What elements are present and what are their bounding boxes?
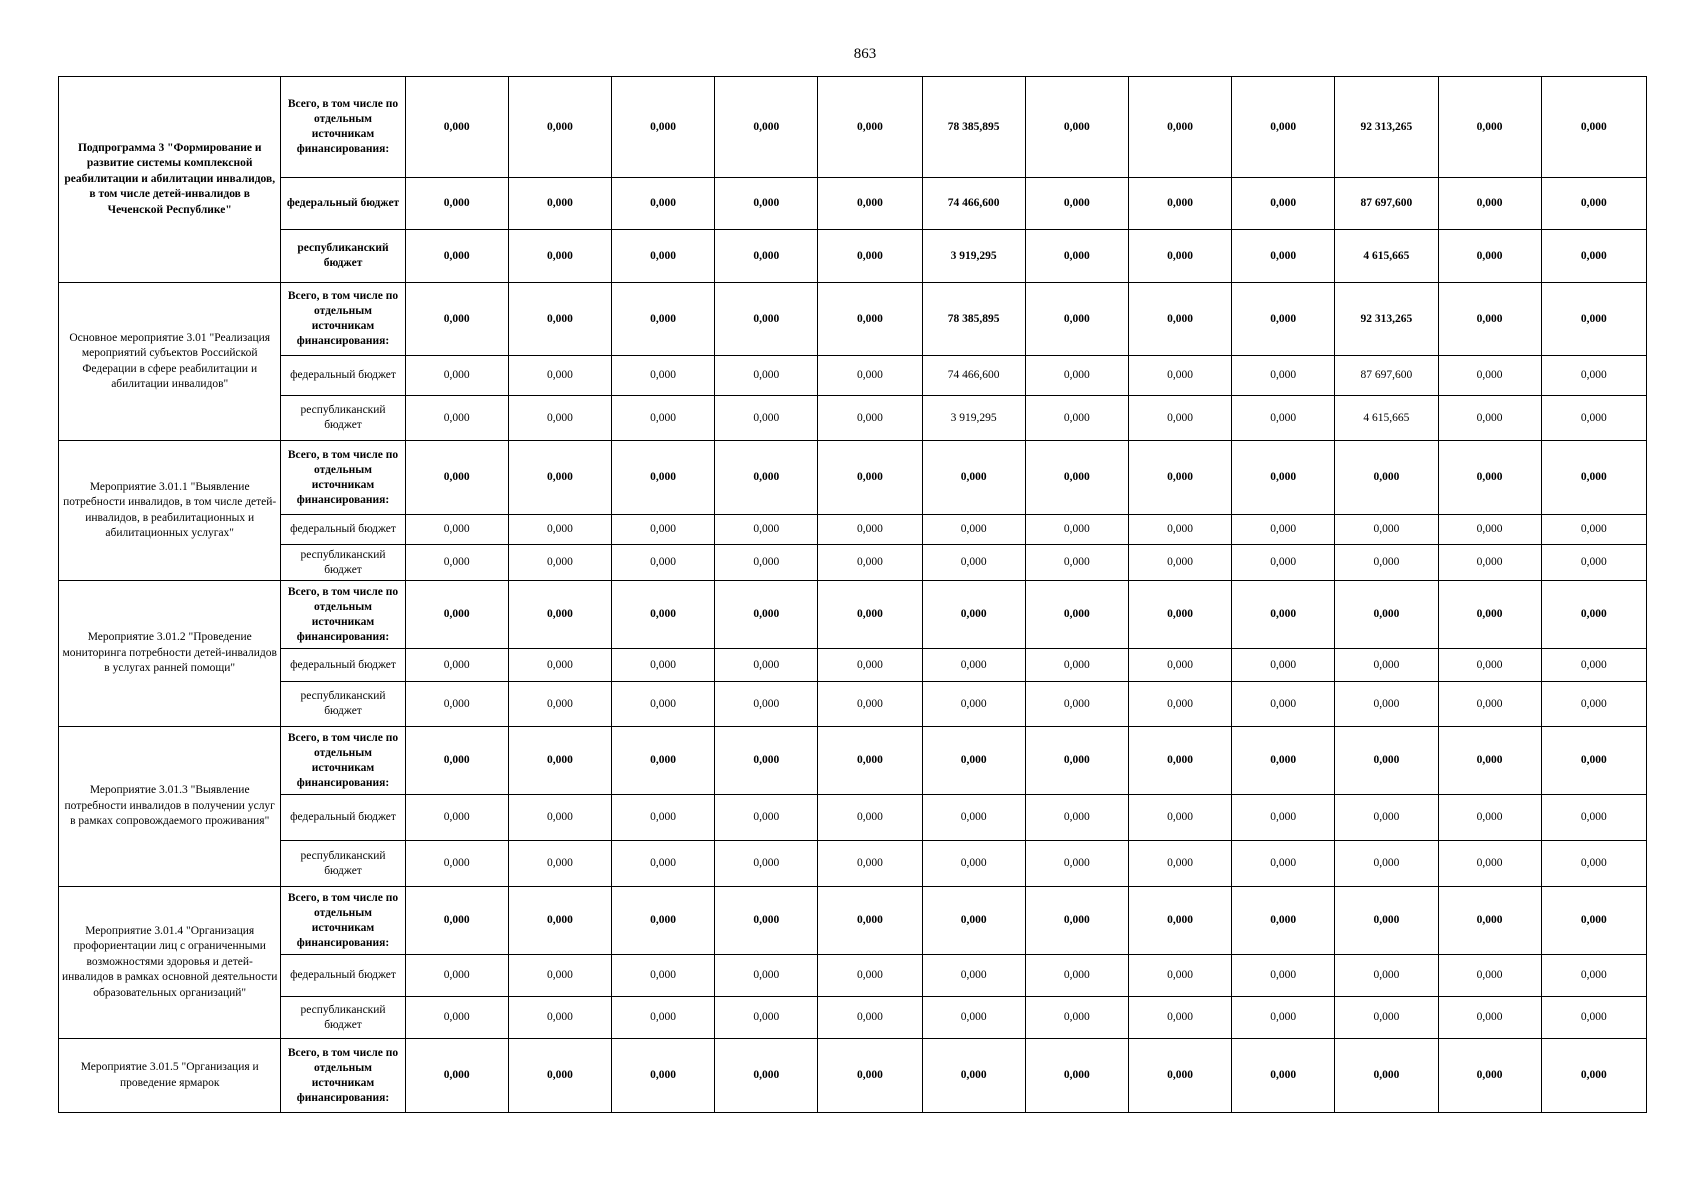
amount-cell: 0,000	[1025, 230, 1128, 283]
amount-cell: 0,000	[1128, 545, 1231, 581]
amount-cell: 0,000	[508, 441, 611, 515]
table-row	[59, 545, 1647, 581]
amount-cell: 0,000	[1438, 178, 1541, 230]
program-name-cell: Подпрограмма 3 "Формирование и развитие системы комплексной реабилитации и абилитации инвалидов, в том числе детей-инвалидов в Чеченской Республике"	[59, 77, 281, 283]
amount-cell: 0,000	[1335, 887, 1438, 955]
amount-cell: 0,000	[715, 77, 818, 178]
amount-cell: 0,000	[612, 955, 715, 997]
amount-cell: 0,000	[508, 283, 611, 356]
amount-cell: 0,000	[405, 727, 508, 795]
amount-cell: 0,000	[1438, 396, 1541, 441]
amount-cell: 0,000	[612, 283, 715, 356]
amount-cell: 0,000	[1541, 841, 1646, 887]
amount-cell: 0,000	[1335, 727, 1438, 795]
amount-cell: 0,000	[405, 515, 508, 545]
amount-cell: 0,000	[508, 997, 611, 1039]
amount-cell: 0,000	[1128, 441, 1231, 515]
amount-cell: 0,000	[1541, 727, 1646, 795]
program-name-cell: Мероприятие 3.01.1 "Выявление потребности инвалидов, в том числе детей-инвалидов, в реабилитационных и абилитационных услугах"	[59, 441, 281, 581]
amount-cell: 0,000	[715, 230, 818, 283]
amount-cell: 0,000	[715, 649, 818, 682]
amount-cell: 0,000	[1438, 581, 1541, 649]
amount-cell: 0,000	[612, 997, 715, 1039]
amount-cell: 0,000	[1541, 283, 1646, 356]
amount-cell: 0,000	[1232, 649, 1335, 682]
amount-cell: 0,000	[1025, 841, 1128, 887]
amount-cell: 0,000	[1438, 77, 1541, 178]
amount-cell: 0,000	[1541, 178, 1646, 230]
table-row	[59, 441, 1647, 515]
amount-cell: 0,000	[922, 955, 1025, 997]
amount-cell: 0,000	[612, 77, 715, 178]
amount-cell: 0,000	[405, 795, 508, 841]
amount-cell: 0,000	[612, 441, 715, 515]
funding-source-cell: Всего, в том числе по отдельным источникам финансирования:	[281, 77, 405, 178]
amount-cell: 0,000	[1438, 841, 1541, 887]
amount-cell: 0,000	[1128, 795, 1231, 841]
table-row	[59, 649, 1647, 682]
amount-cell: 0,000	[1335, 441, 1438, 515]
program-name-cell: Мероприятие 3.01.4 "Организация профориентации лиц с ограниченными возможностями здоровья и детей-инвалидов в рамках основной деятельности образовательных организаций"	[59, 887, 281, 1039]
amount-cell: 0,000	[1128, 581, 1231, 649]
amount-cell: 0,000	[715, 581, 818, 649]
amount-cell: 0,000	[1232, 178, 1335, 230]
amount-cell: 0,000	[1232, 441, 1335, 515]
table-row	[59, 887, 1647, 955]
amount-cell: 0,000	[405, 1039, 508, 1113]
funding-source-cell: федеральный бюджет	[281, 795, 405, 841]
amount-cell: 0,000	[1438, 727, 1541, 795]
amount-cell: 0,000	[1335, 581, 1438, 649]
amount-cell: 0,000	[612, 795, 715, 841]
amount-cell: 0,000	[405, 581, 508, 649]
program-name-cell: Мероприятие 3.01.2 "Проведение мониторинга потребности детей-инвалидов в услугах ранней помощи"	[59, 581, 281, 727]
amount-cell: 0,000	[1128, 682, 1231, 727]
amount-cell: 0,000	[1025, 515, 1128, 545]
amount-cell: 0,000	[1025, 77, 1128, 178]
amount-cell: 0,000	[405, 230, 508, 283]
amount-cell: 0,000	[1438, 283, 1541, 356]
amount-cell: 0,000	[405, 545, 508, 581]
amount-cell: 87 697,600	[1335, 178, 1438, 230]
amount-cell: 0,000	[612, 841, 715, 887]
amount-cell: 0,000	[1025, 545, 1128, 581]
amount-cell: 0,000	[922, 1039, 1025, 1113]
funding-source-cell: Всего, в том числе по отдельным источникам финансирования:	[281, 441, 405, 515]
amount-cell: 0,000	[1128, 997, 1231, 1039]
amount-cell: 0,000	[1438, 1039, 1541, 1113]
amount-cell: 0,000	[508, 515, 611, 545]
amount-cell: 0,000	[818, 396, 922, 441]
amount-cell: 0,000	[818, 1039, 922, 1113]
amount-cell: 0,000	[715, 841, 818, 887]
amount-cell: 0,000	[612, 887, 715, 955]
amount-cell: 0,000	[508, 682, 611, 727]
amount-cell: 0,000	[1232, 515, 1335, 545]
amount-cell: 0,000	[508, 356, 611, 396]
program-name-cell: Мероприятие 3.01.3 "Выявление потребности инвалидов в получении услуг в рамках сопровождаемого проживания"	[59, 727, 281, 887]
amount-cell: 0,000	[1335, 1039, 1438, 1113]
amount-cell: 0,000	[1232, 887, 1335, 955]
funding-source-cell: республиканский бюджет	[281, 230, 405, 283]
table-row	[59, 178, 1647, 230]
amount-cell: 0,000	[1025, 1039, 1128, 1113]
table-body	[59, 77, 1647, 1113]
amount-cell: 0,000	[1541, 77, 1646, 178]
amount-cell: 0,000	[612, 515, 715, 545]
amount-cell: 0,000	[715, 396, 818, 441]
amount-cell: 0,000	[715, 887, 818, 955]
amount-cell: 74 466,600	[922, 178, 1025, 230]
table-row	[59, 997, 1647, 1039]
amount-cell: 0,000	[1025, 283, 1128, 356]
amount-cell: 0,000	[508, 727, 611, 795]
amount-cell: 0,000	[922, 515, 1025, 545]
amount-cell: 0,000	[405, 356, 508, 396]
amount-cell: 0,000	[1232, 77, 1335, 178]
amount-cell: 0,000	[1128, 178, 1231, 230]
amount-cell: 0,000	[1025, 356, 1128, 396]
amount-cell: 0,000	[818, 441, 922, 515]
table-row	[59, 356, 1647, 396]
budget-table	[58, 76, 1647, 1113]
amount-cell: 0,000	[922, 997, 1025, 1039]
amount-cell: 0,000	[1541, 441, 1646, 515]
program-name-cell: Мероприятие 3.01.5 "Организация и проведение ярмарок	[59, 1039, 281, 1113]
amount-cell: 92 313,265	[1335, 77, 1438, 178]
amount-cell: 0,000	[508, 178, 611, 230]
amount-cell: 0,000	[1438, 441, 1541, 515]
amount-cell: 0,000	[1438, 682, 1541, 727]
amount-cell: 0,000	[1025, 727, 1128, 795]
funding-source-cell: федеральный бюджет	[281, 178, 405, 230]
amount-cell: 0,000	[405, 682, 508, 727]
amount-cell: 92 313,265	[1335, 283, 1438, 356]
amount-cell: 0,000	[818, 887, 922, 955]
amount-cell: 0,000	[1128, 727, 1231, 795]
amount-cell: 0,000	[1438, 515, 1541, 545]
amount-cell: 0,000	[1438, 230, 1541, 283]
funding-source-cell: республиканский бюджет	[281, 682, 405, 727]
amount-cell: 0,000	[508, 649, 611, 682]
amount-cell: 0,000	[715, 1039, 818, 1113]
amount-cell: 0,000	[818, 727, 922, 795]
amount-cell: 0,000	[1541, 795, 1646, 841]
amount-cell: 0,000	[1438, 795, 1541, 841]
amount-cell: 0,000	[1541, 396, 1646, 441]
amount-cell: 0,000	[1232, 727, 1335, 795]
funding-source-cell: федеральный бюджет	[281, 955, 405, 997]
amount-cell: 0,000	[1232, 955, 1335, 997]
table-row	[59, 515, 1647, 545]
amount-cell: 0,000	[508, 581, 611, 649]
funding-source-cell: республиканский бюджет	[281, 841, 405, 887]
amount-cell: 0,000	[1128, 955, 1231, 997]
funding-source-cell: Всего, в том числе по отдельным источникам финансирования:	[281, 283, 405, 356]
amount-cell: 0,000	[405, 441, 508, 515]
amount-cell: 0,000	[1541, 515, 1646, 545]
amount-cell: 0,000	[1232, 230, 1335, 283]
amount-cell: 0,000	[1541, 230, 1646, 283]
amount-cell: 74 466,600	[922, 356, 1025, 396]
amount-cell: 0,000	[922, 727, 1025, 795]
table-row	[59, 727, 1647, 795]
table-row	[59, 1039, 1647, 1113]
amount-cell: 0,000	[922, 795, 1025, 841]
table-row	[59, 77, 1647, 178]
amount-cell: 0,000	[1128, 1039, 1231, 1113]
amount-cell: 0,000	[1541, 649, 1646, 682]
amount-cell: 0,000	[818, 955, 922, 997]
amount-cell: 0,000	[1232, 997, 1335, 1039]
amount-cell: 0,000	[1128, 356, 1231, 396]
amount-cell: 0,000	[818, 649, 922, 682]
amount-cell: 0,000	[1335, 682, 1438, 727]
amount-cell: 0,000	[1232, 283, 1335, 356]
amount-cell: 0,000	[1541, 356, 1646, 396]
amount-cell: 0,000	[1025, 795, 1128, 841]
amount-cell: 0,000	[1335, 997, 1438, 1039]
funding-source-cell: федеральный бюджет	[281, 515, 405, 545]
amount-cell: 0,000	[818, 178, 922, 230]
amount-cell: 78 385,895	[922, 283, 1025, 356]
amount-cell: 0,000	[715, 441, 818, 515]
table-row	[59, 230, 1647, 283]
funding-source-cell: Всего, в том числе по отдельным источникам финансирования:	[281, 1039, 405, 1113]
amount-cell: 0,000	[818, 545, 922, 581]
amount-cell: 0,000	[1128, 230, 1231, 283]
amount-cell: 0,000	[715, 356, 818, 396]
page-number: 863	[853, 46, 877, 62]
amount-cell: 0,000	[1025, 441, 1128, 515]
amount-cell: 0,000	[612, 356, 715, 396]
amount-cell: 0,000	[922, 581, 1025, 649]
amount-cell: 0,000	[818, 682, 922, 727]
amount-cell: 0,000	[508, 230, 611, 283]
amount-cell: 0,000	[818, 283, 922, 356]
amount-cell: 0,000	[922, 545, 1025, 581]
amount-cell: 0,000	[922, 887, 1025, 955]
amount-cell: 3 919,295	[922, 230, 1025, 283]
amount-cell: 0,000	[715, 283, 818, 356]
amount-cell: 0,000	[612, 545, 715, 581]
amount-cell: 0,000	[508, 795, 611, 841]
amount-cell: 0,000	[1438, 545, 1541, 581]
amount-cell: 0,000	[508, 545, 611, 581]
amount-cell: 0,000	[818, 515, 922, 545]
amount-cell: 0,000	[922, 649, 1025, 682]
amount-cell: 0,000	[1232, 1039, 1335, 1113]
amount-cell: 0,000	[1541, 997, 1646, 1039]
amount-cell: 0,000	[922, 841, 1025, 887]
amount-cell: 0,000	[612, 581, 715, 649]
amount-cell: 0,000	[508, 841, 611, 887]
amount-cell: 3 919,295	[922, 396, 1025, 441]
table-row	[59, 841, 1647, 887]
amount-cell: 0,000	[818, 230, 922, 283]
amount-cell: 0,000	[1541, 1039, 1646, 1113]
amount-cell: 0,000	[405, 396, 508, 441]
amount-cell: 0,000	[405, 955, 508, 997]
table-row	[59, 682, 1647, 727]
amount-cell: 0,000	[1335, 955, 1438, 997]
amount-cell: 4 615,665	[1335, 396, 1438, 441]
table-row	[59, 955, 1647, 997]
amount-cell: 0,000	[1128, 841, 1231, 887]
amount-cell: 0,000	[1438, 887, 1541, 955]
amount-cell: 0,000	[405, 841, 508, 887]
amount-cell: 0,000	[1025, 682, 1128, 727]
funding-source-cell: республиканский бюджет	[281, 545, 405, 581]
amount-cell: 0,000	[1128, 396, 1231, 441]
amount-cell: 0,000	[1541, 682, 1646, 727]
amount-cell: 0,000	[1541, 581, 1646, 649]
amount-cell: 0,000	[818, 997, 922, 1039]
amount-cell: 0,000	[1025, 581, 1128, 649]
amount-cell: 0,000	[818, 77, 922, 178]
amount-cell: 0,000	[405, 77, 508, 178]
amount-cell: 0,000	[508, 396, 611, 441]
amount-cell: 0,000	[818, 841, 922, 887]
amount-cell: 0,000	[1025, 955, 1128, 997]
amount-cell: 0,000	[818, 581, 922, 649]
funding-source-cell: федеральный бюджет	[281, 649, 405, 682]
amount-cell: 0,000	[1128, 887, 1231, 955]
amount-cell: 0,000	[1025, 178, 1128, 230]
funding-source-cell: Всего, в том числе по отдельным источникам финансирования:	[281, 887, 405, 955]
amount-cell: 0,000	[1335, 545, 1438, 581]
amount-cell: 0,000	[1025, 887, 1128, 955]
amount-cell: 0,000	[612, 727, 715, 795]
amount-cell: 0,000	[715, 795, 818, 841]
amount-cell: 0,000	[1335, 649, 1438, 682]
funding-source-cell: Всего, в том числе по отдельным источникам финансирования:	[281, 727, 405, 795]
amount-cell: 0,000	[405, 178, 508, 230]
amount-cell: 0,000	[1541, 545, 1646, 581]
amount-cell: 0,000	[612, 396, 715, 441]
amount-cell: 0,000	[1232, 581, 1335, 649]
funding-source-cell: Всего, в том числе по отдельным источникам финансирования:	[281, 581, 405, 649]
amount-cell: 0,000	[1438, 356, 1541, 396]
amount-cell: 0,000	[612, 682, 715, 727]
amount-cell: 0,000	[1438, 649, 1541, 682]
amount-cell: 78 385,895	[922, 77, 1025, 178]
amount-cell: 0,000	[818, 795, 922, 841]
amount-cell: 0,000	[1438, 997, 1541, 1039]
amount-cell: 0,000	[405, 649, 508, 682]
amount-cell: 0,000	[1128, 515, 1231, 545]
amount-cell: 0,000	[508, 1039, 611, 1113]
amount-cell: 0,000	[1335, 841, 1438, 887]
amount-cell: 0,000	[1232, 795, 1335, 841]
amount-cell: 0,000	[715, 515, 818, 545]
amount-cell: 0,000	[1025, 649, 1128, 682]
amount-cell: 0,000	[715, 178, 818, 230]
amount-cell: 0,000	[715, 545, 818, 581]
amount-cell: 0,000	[715, 682, 818, 727]
amount-cell: 0,000	[1335, 515, 1438, 545]
amount-cell: 0,000	[715, 997, 818, 1039]
amount-cell: 0,000	[715, 955, 818, 997]
amount-cell: 0,000	[1128, 283, 1231, 356]
amount-cell: 0,000	[1232, 841, 1335, 887]
table-row	[59, 795, 1647, 841]
amount-cell: 0,000	[1541, 955, 1646, 997]
amount-cell: 0,000	[612, 178, 715, 230]
table-row	[59, 396, 1647, 441]
amount-cell: 0,000	[508, 955, 611, 997]
amount-cell: 0,000	[612, 649, 715, 682]
amount-cell: 0,000	[405, 997, 508, 1039]
amount-cell: 0,000	[818, 356, 922, 396]
amount-cell: 0,000	[1232, 396, 1335, 441]
amount-cell: 0,000	[922, 441, 1025, 515]
funding-source-cell: республиканский бюджет	[281, 396, 405, 441]
amount-cell: 0,000	[1232, 682, 1335, 727]
table-row	[59, 581, 1647, 649]
amount-cell: 0,000	[405, 283, 508, 356]
amount-cell: 0,000	[1128, 649, 1231, 682]
amount-cell: 87 697,600	[1335, 356, 1438, 396]
amount-cell: 0,000	[922, 682, 1025, 727]
amount-cell: 0,000	[508, 887, 611, 955]
budget-table-container	[58, 76, 1647, 1113]
amount-cell: 0,000	[612, 230, 715, 283]
program-name-cell: Основное мероприятие 3.01 "Реализация мероприятий субъектов Российской Федерации в сфере реабилитации и абилитации инвалидов"	[59, 283, 281, 441]
amount-cell: 0,000	[1541, 887, 1646, 955]
amount-cell: 0,000	[405, 887, 508, 955]
funding-source-cell: республиканский бюджет	[281, 997, 405, 1039]
amount-cell: 4 615,665	[1335, 230, 1438, 283]
amount-cell: 0,000	[612, 1039, 715, 1113]
amount-cell: 0,000	[1232, 356, 1335, 396]
amount-cell: 0,000	[1438, 955, 1541, 997]
amount-cell: 0,000	[715, 727, 818, 795]
amount-cell: 0,000	[1232, 545, 1335, 581]
amount-cell: 0,000	[1025, 997, 1128, 1039]
funding-source-cell: федеральный бюджет	[281, 356, 405, 396]
table-row	[59, 283, 1647, 356]
amount-cell: 0,000	[1128, 77, 1231, 178]
amount-cell: 0,000	[1335, 795, 1438, 841]
amount-cell: 0,000	[1025, 396, 1128, 441]
amount-cell: 0,000	[508, 77, 611, 178]
